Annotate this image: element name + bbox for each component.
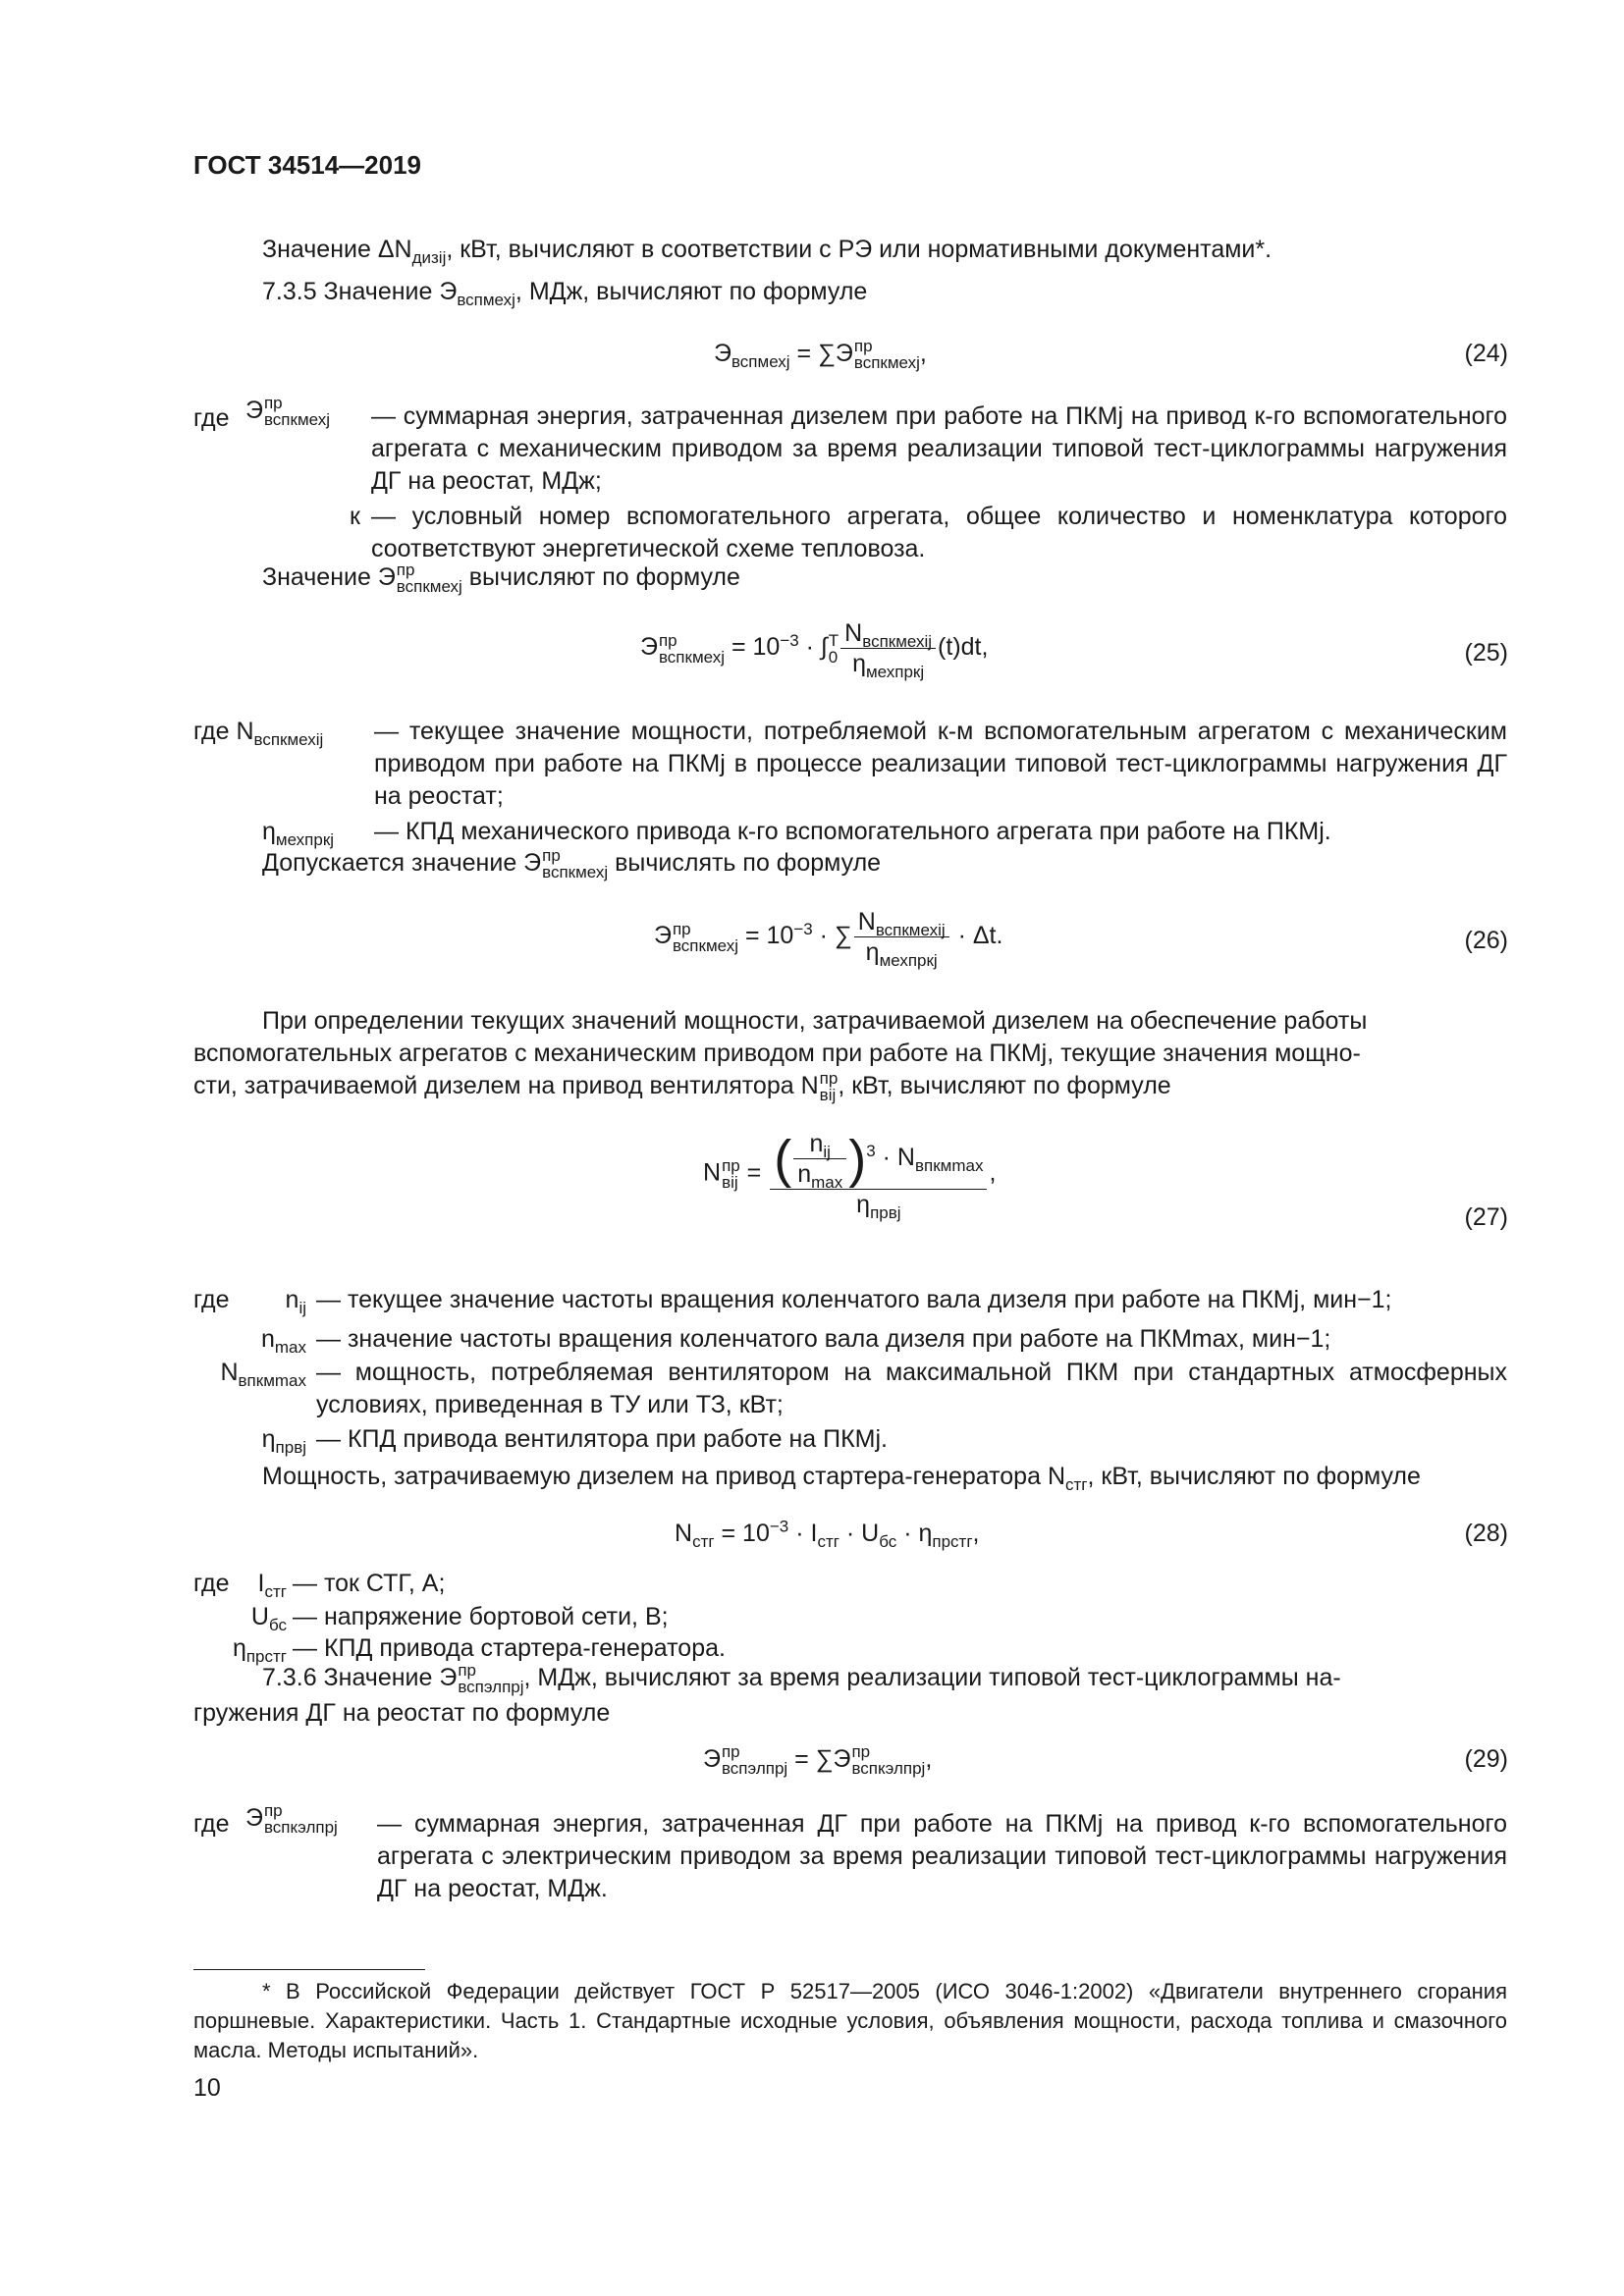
definition-term: к [350,503,360,530]
paragraph-value-e: Значение Э пр вспкмехj вычисляют по формуле [262,561,740,597]
definition-term: $n_{ij}$ [285,1286,306,1317]
definition-prefix: где [193,1570,230,1597]
paragraph-line: вспомогательных агрегатов с механическим приводом при работе на ПКМj, текущие значения мощно- [193,1040,1361,1067]
definition-term: $U_{бс}$ [250,1603,287,1634]
paragraph-7-3-6: 7.3.6 Значение Э пр вспэлпрj , МДж, вычисляют за время реализации типовой тест-циклограммы на- [262,1661,1341,1697]
formula-29: Э пр вспэлпрj = ∑Э пр вспкэлпрj , [703,1742,933,1779]
paragraph-power-starter: Мощность, затрачиваемую дизелем на привод стартера-генератора $N_{стг}$, кВт, вычисляют по формуле [262,1463,1421,1494]
formula-25: Э пр вспкмехj = $10^{-3}$ · ∫ T 0 $\frac{N_{вспкмехij}}{\eta_{мехпркj}}$ (t)dt, [640,619,989,681]
definition-term: Э пр вспкмехj [245,394,330,430]
equation-number-29: (29) [1464,1745,1508,1773]
formula-24: $Э_{вспмехj} = \sum Э$ пр вспкмехj , [714,337,927,373]
formula-28: $N_{стг} = 10^{-3} \cdot I_{стг} \cdot U_{бс} \cdot \eta_{прстг}$, [675,1517,980,1551]
definition-text: — мощность, потребляемая вентилятором на максимальной ПКМ при стандартных атмосферных условиях, приведенная в ТУ или ТЗ, кВт; [316,1359,1507,1418]
definition-term: $I_{стг}$ [257,1570,287,1601]
footnote-divider [193,1969,425,1970]
definition-term: $\eta_{првj}$ [261,1425,306,1457]
paragraph-line: гружения ДГ на реостат по формуле [193,1699,611,1727]
formula-26: Э пр вспкмехj = $10^{-3}$ · ∑ $\frac{N_{вспкмехij}}{\eta_{мехпркj}}$ · Δt. [654,908,1003,970]
definition-text: — КПД привода стартера-генератора. [293,1634,726,1662]
definition-text: — суммарная энергия, затраченная дизелем при работе на ПКМj на привод к-го вспомогательного агрегата с механическим приводом за время реализации типовой тест-циклограммы нагружения ДГ на реостат, МДж; [371,402,1507,495]
definition-term: $N_{впкмmax}$ [220,1359,306,1390]
equation-number-24: (24) [1464,340,1508,367]
paragraph-line: При определении текущих значений мощности, затрачиваемой дизелем на обеспечение работы [262,1007,1368,1035]
definition-term: $\eta_{мехпркj}$ [262,818,335,849]
paragraph-allowed: Допускается значение Э пр вспкмехj вычислять по формуле [262,846,882,882]
definition-item: где $N_{вспкмехij}$ [193,718,324,749]
definition-term: Э пр вспкэлпрj [245,1801,338,1838]
equation-number-27: (27) [1464,1203,1508,1231]
definition-text: — условный номер вспомогательного агрегата, общее количество и номенклатура которого соответствуют энергетической схеме тепловоза. [371,503,1507,562]
definition-text: — КПД механического привода к-го вспомогательного агрегата при работе на ПКМj. [374,818,1331,845]
definition-text: — суммарная энергия, затраченная ДГ при работе на ПКМj на привод к-го вспомогательного агрегата с электрическим приводом за время реализации типовой тест-циклограммы нагружения ДГ на реостат, МДж. [377,1810,1507,1902]
definition-item: где [193,404,230,432]
standard-header: ГОСТ 34514—2019 [193,150,421,180]
page-number: 10 [193,2074,221,2102]
equation-number-25: (25) [1464,639,1508,667]
equation-number-26: (26) [1464,927,1508,954]
definition-term: $n_{max}$ [260,1325,306,1357]
definition-prefix: где [193,1810,230,1838]
equation-number-28: (28) [1464,1520,1508,1547]
footnote: * В Российской Федерации действует ГОСТ Р 52517—2005 (ИСО 3046-1:2002) «Двигатели внутреннего сгорания поршневые. Характеристики. Часть 1. Стандартные исходные условия, объявления мощности, расхода топлива и смазочного масла. Методы испытаний». [193,1979,1507,2062]
definition-text: — КПД привода вентилятора при работе на ПКМj. [316,1425,888,1453]
paragraph-delta-n: Значение $\Delta N_{дизij}$, кВт, вычисляют в соответствии с РЭ или нормативными документами*. [262,236,1272,267]
formula-27: N пр вij = ( $\frac{n_{ij}}{n_{max}}$ )$^3 \cdot N_{впкмmax}$ $\eta_{првj}$ , [703,1129,997,1222]
paragraph-line: сти, затрачиваемой дизелем на привод вентилятора N пр вij , кВт, вычисляют по формуле [193,1069,1171,1105]
definition-text: — значение частоты вращения коленчатого вала дизеля при работе на ПКМmax, мин−1; [316,1325,1331,1353]
definition-text: — текущее значение мощности, потребляемой к-м вспомогательным агрегатом с механическим приводом при работе на ПКМj в процессе реализации типовой тест-циклограммы нагружения ДГ на реостат; [374,718,1507,810]
definition-text: — текущее значение частоты вращения коленчатого вала дизеля при работе на ПКМj, мин−1; [316,1286,1392,1313]
paragraph-7-3-5: 7.3.5 Значение $Э_{вспмехj}$, МДж, вычисляют по формуле [262,278,868,309]
definition-text: — напряжение бортовой сети, В; [293,1603,669,1630]
definition-prefix: где [193,1286,230,1313]
definition-term: $\eta_{прстг}$ [232,1634,287,1666]
definition-text: — ток СТГ, А; [293,1570,446,1597]
